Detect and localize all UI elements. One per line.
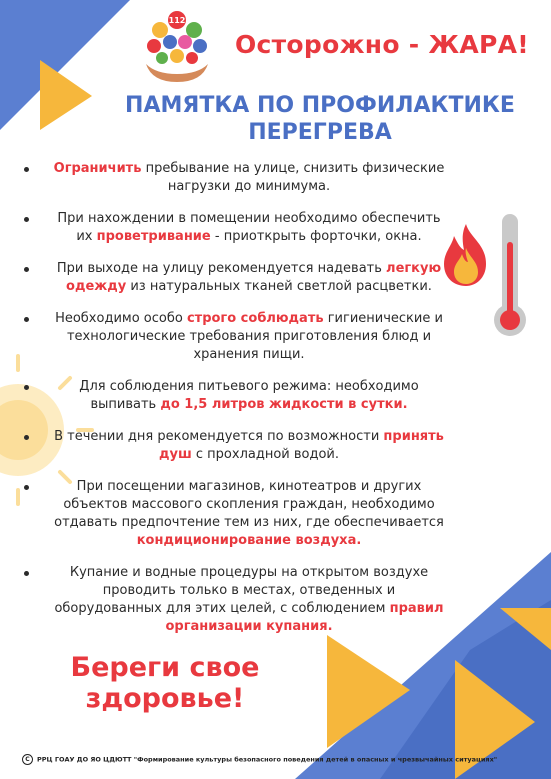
highlighted-text: до 1,5 литров жидкости в сутки. — [160, 397, 408, 412]
item-text: При посещении магазинов, кинотеатров и других объектов массового скопления граждан, необходимо отдавать предпочтение тем из них, где обеспечивается — [54, 479, 444, 530]
memo-title — [110, 92, 530, 146]
bullet-icon — [24, 485, 29, 490]
slogan-line1: Береги свое — [70, 652, 260, 683]
logo-icon — [142, 8, 212, 88]
highlighted-text: правил организации купания. — [165, 601, 444, 634]
list-item — [20, 564, 450, 636]
bullet-icon — [24, 435, 29, 440]
advice-list — [20, 160, 450, 650]
bullet-icon — [24, 167, 29, 172]
highlighted-text: кондиционирование воздуха. — [136, 533, 362, 548]
highlighted-text: строго соблюдать — [186, 311, 324, 326]
highlighted-text: проветривание — [96, 229, 211, 244]
thermometer-icon — [490, 212, 530, 342]
memo-title-line1: ПАМЯТКА ПО ПРОФИЛАКТИКЕ — [125, 93, 515, 118]
list-item — [20, 210, 450, 246]
item-text: В течении дня рекомендуется по возможности — [54, 429, 384, 444]
slogan-line2: здоровье! — [85, 683, 245, 714]
list-item — [20, 310, 450, 364]
memo-title-line2: ПЕРЕГРЕВА — [248, 120, 392, 145]
item-text: с прохладной водой. — [191, 447, 340, 462]
top-left-yellow-triangle — [40, 60, 92, 130]
list-item — [20, 478, 450, 550]
copyright-icon: C — [22, 754, 33, 765]
item-text: При выходе на улицу рекомендуется надевать — [56, 261, 387, 276]
bullet-icon — [24, 317, 29, 322]
highlighted-text: легкую одежду — [66, 261, 442, 294]
footer-text: РРЦ ГОАУ ДО ЯО ЦДЮТТ "Формирование культуры безопасного поведения детей в опасных и чрезвычайных ситуациях" — [37, 755, 498, 764]
item-text: пребывание на улице, снизить физические нагрузки до минимума. — [141, 161, 445, 194]
bullet-icon — [24, 385, 29, 390]
slogan — [40, 652, 290, 714]
item-text: - приоткрыть форточки, окна. — [210, 229, 422, 244]
bullet-icon — [24, 217, 29, 222]
warning-title: Осторожно - ЖАРА! — [234, 30, 530, 59]
list-item — [20, 260, 450, 296]
list-item — [20, 428, 450, 464]
item-text: Для соблюдения питьевого режима: необходимо выпивать — [79, 379, 419, 412]
item-text: Необходимо особо — [55, 311, 187, 326]
item-text: из натуральных тканей светлой расцветки. — [126, 279, 432, 294]
bullet-icon — [24, 267, 29, 272]
bullet-icon — [24, 571, 29, 576]
item-text: Купание и водные процедуры на открытом воздухе проводить только в местах, отведенных и оборудованных для этих целей, с соблюдением — [54, 565, 429, 616]
highlighted-text: принять душ — [158, 429, 444, 462]
logo-number: 112 — [168, 16, 186, 25]
item-text: гигиенические и технологические требования приготовления блюд и хранения пищи. — [66, 311, 443, 362]
highlighted-text: Ограничить — [53, 161, 142, 176]
list-item — [20, 160, 450, 196]
item-text: При нахождении в помещении необходимо обеспечить их — [57, 211, 441, 244]
list-item — [20, 378, 450, 414]
footer — [22, 754, 522, 765]
